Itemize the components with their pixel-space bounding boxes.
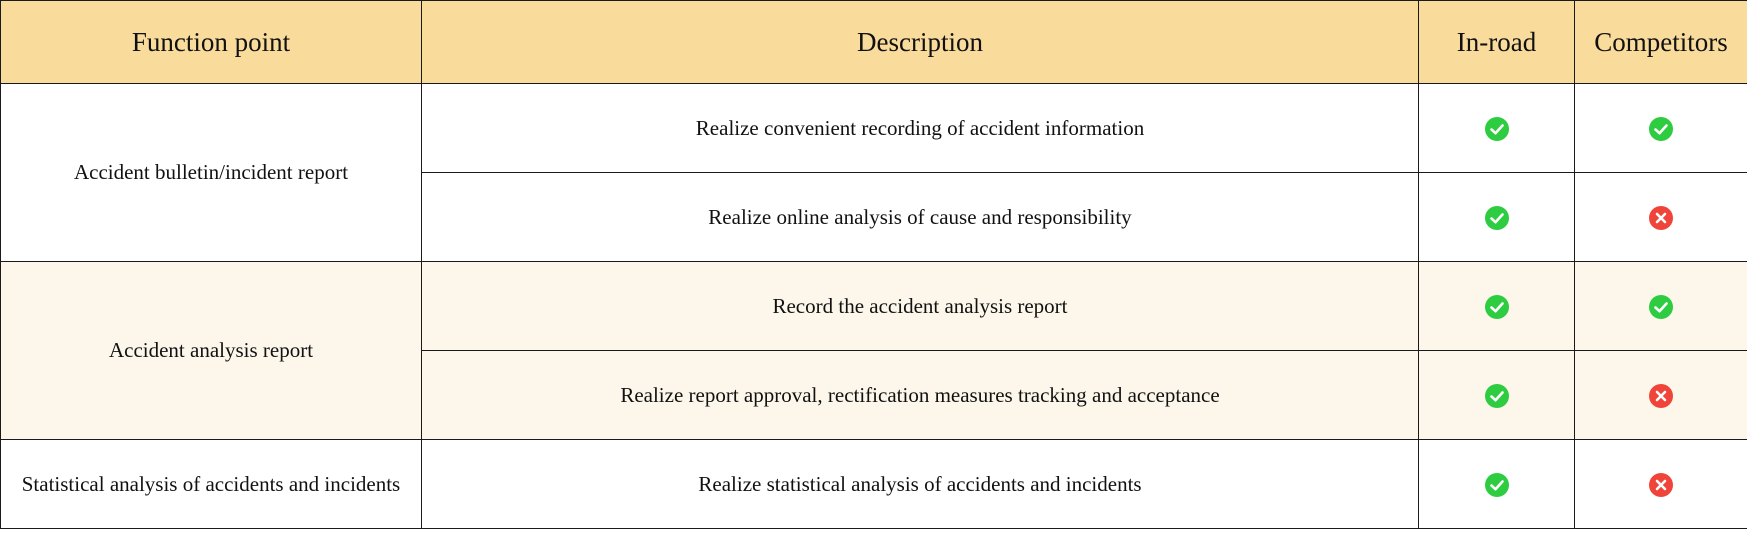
cross-icon — [1648, 205, 1674, 231]
description-cell: Record the accident analysis report — [422, 262, 1419, 351]
check-icon — [1484, 116, 1510, 142]
check-icon — [1484, 294, 1510, 320]
description-cell: Realize report approval, rectification measures tracking and acceptance — [422, 351, 1419, 440]
in-road-cell — [1419, 173, 1575, 262]
function-point-cell: Accident bulletin/incident report — [1, 84, 422, 262]
description-cell: Realize convenient recording of accident information — [422, 84, 1419, 173]
check-icon — [1484, 205, 1510, 231]
function-point-cell: Accident analysis report — [1, 262, 422, 440]
in-road-cell — [1419, 84, 1575, 173]
competitors-cell — [1575, 262, 1747, 351]
in-road-cell — [1419, 351, 1575, 440]
competitors-cell — [1575, 84, 1747, 173]
header-description: Description — [422, 1, 1419, 84]
table-row — [1, 262, 1747, 351]
check-icon — [1484, 472, 1510, 498]
description-cell: Realize online analysis of cause and responsibility — [422, 173, 1419, 262]
header-in-road: In-road — [1419, 1, 1575, 84]
check-icon — [1484, 383, 1510, 409]
in-road-cell — [1419, 440, 1575, 529]
cross-icon — [1648, 383, 1674, 409]
check-icon — [1648, 116, 1674, 142]
header-row — [1, 1, 1747, 84]
in-road-cell — [1419, 262, 1575, 351]
competitors-cell — [1575, 351, 1747, 440]
competitors-cell — [1575, 440, 1747, 529]
function-point-cell: Statistical analysis of accidents and incidents — [1, 440, 422, 529]
table-row — [1, 84, 1747, 173]
header-competitors: Competitors — [1575, 1, 1747, 84]
header-function-point: Function point — [1, 1, 422, 84]
cross-icon — [1648, 472, 1674, 498]
competitors-cell — [1575, 173, 1747, 262]
check-icon — [1648, 294, 1674, 320]
description-cell: Realize statistical analysis of accidents and incidents — [422, 440, 1419, 529]
table-row — [1, 440, 1747, 529]
